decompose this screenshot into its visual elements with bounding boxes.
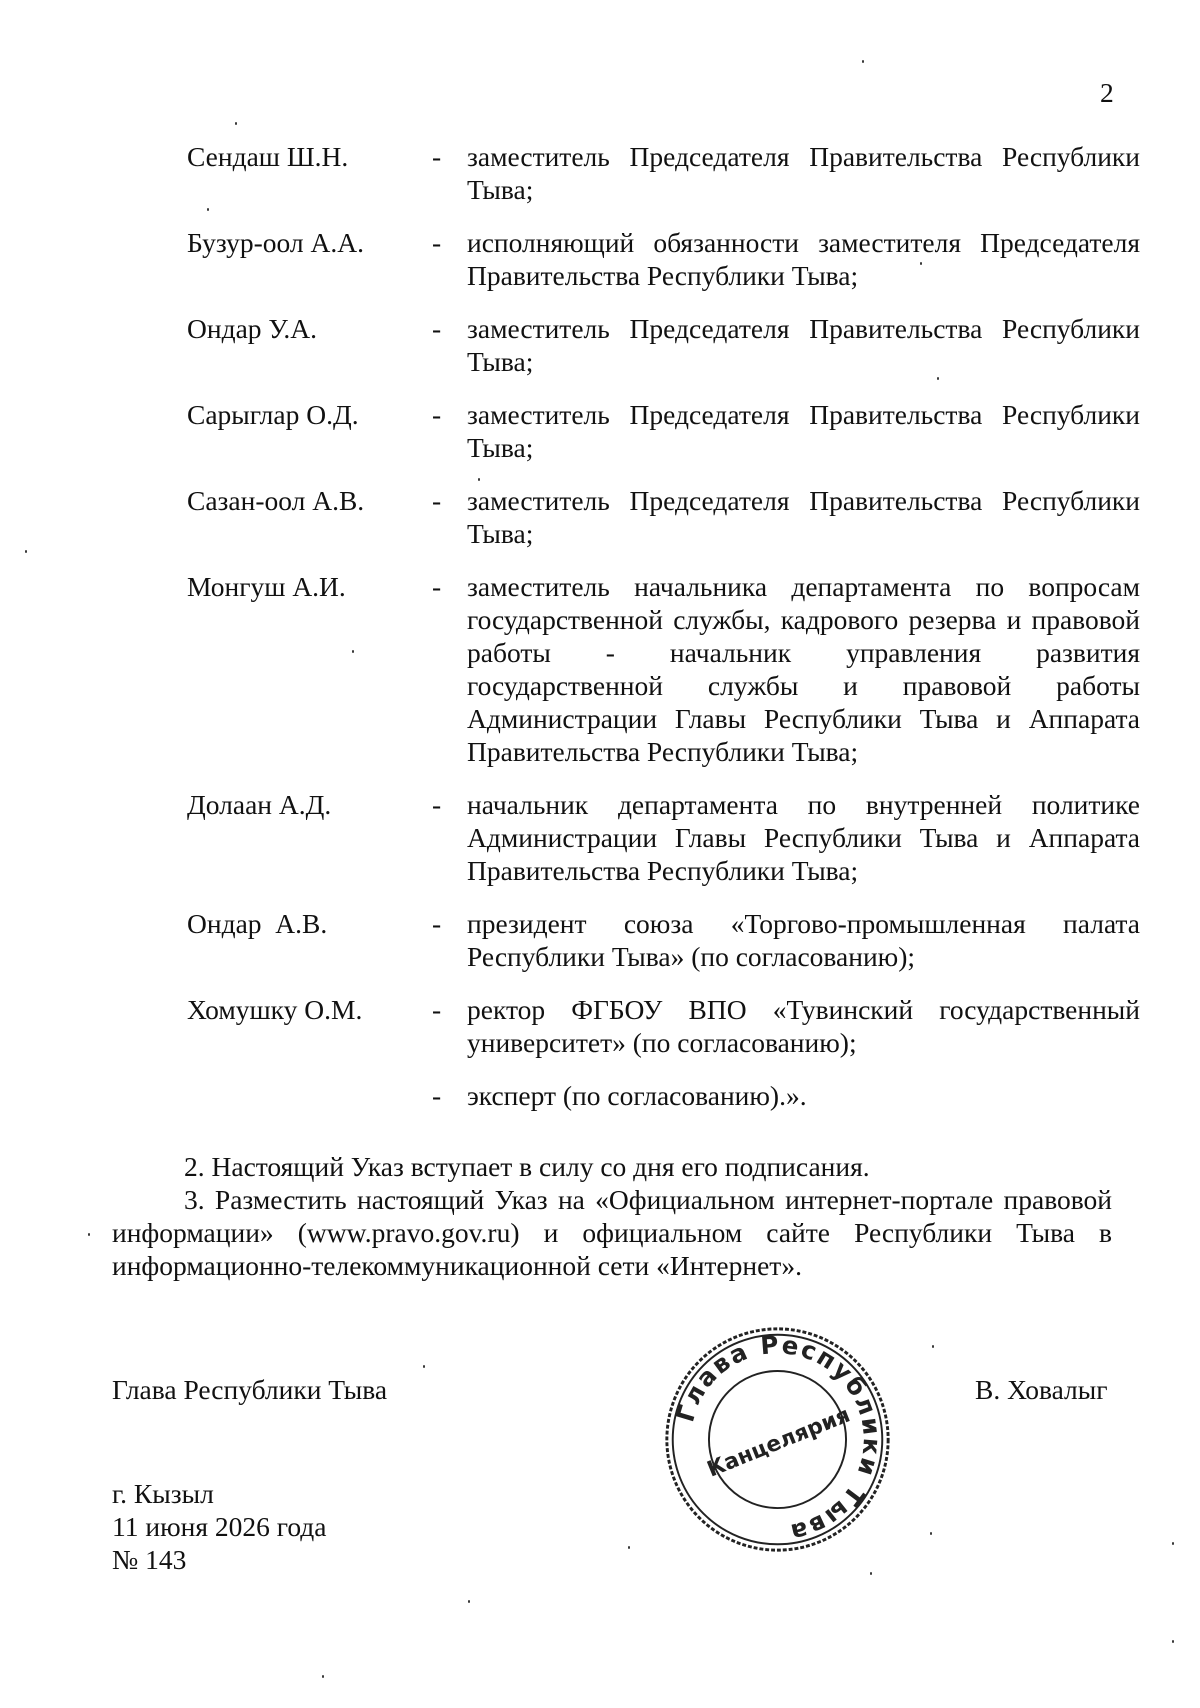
signatory-name: В. Ховалыг bbox=[975, 1374, 1108, 1405]
scan-speck bbox=[862, 60, 864, 63]
scan-speck bbox=[870, 1572, 872, 1575]
issue-details bbox=[112, 1477, 326, 1576]
member-position: исполняющий обязанности заместителя Председателя Правительства Республики Тыва; bbox=[467, 227, 1140, 291]
scan-speck bbox=[468, 1600, 470, 1603]
list-dash: - bbox=[432, 1080, 442, 1111]
scan-speck bbox=[1172, 1640, 1174, 1643]
clause-list bbox=[112, 1150, 1112, 1282]
issue-number: № 143 bbox=[112, 1544, 187, 1575]
list-dash: - bbox=[432, 313, 442, 344]
member-name: Сендаш Ш.Н. bbox=[187, 141, 349, 172]
list-item bbox=[187, 907, 1140, 973]
member-name: Долаан А.Д. bbox=[187, 789, 332, 820]
member-position: заместитель Председателя Правительства Республики Тыва; bbox=[467, 313, 1140, 377]
list-dash: - bbox=[432, 789, 442, 820]
member-name: Ондар У.А. bbox=[187, 313, 317, 344]
member-name: Ондар А.В. bbox=[187, 908, 328, 939]
member-position: заместитель Председателя Правительства Республики Тыва; bbox=[467, 485, 1140, 549]
list-item bbox=[187, 226, 1140, 292]
list-item bbox=[187, 398, 1140, 464]
scan-speck bbox=[1172, 1542, 1174, 1545]
scan-speck bbox=[322, 1675, 324, 1678]
scan-speck bbox=[932, 1345, 934, 1348]
member-position: президент союза «Торгово-промышленная палата Республики Тыва» (по согласованию); bbox=[467, 908, 1140, 972]
list-dash: - bbox=[432, 908, 442, 939]
signatory-title: Глава Республики Тыва bbox=[112, 1374, 388, 1405]
list-item bbox=[187, 484, 1140, 550]
scan-speck bbox=[352, 650, 354, 653]
list-dash: - bbox=[432, 227, 442, 258]
member-name: Сарыглар О.Д. bbox=[187, 399, 359, 430]
scan-speck bbox=[937, 377, 939, 380]
member-position: начальник департамента по внутренней политике Администрации Главы Республики Тыва и Аппарата Правительства Республики Тыва; bbox=[467, 789, 1140, 886]
scan-speck bbox=[88, 1233, 90, 1236]
member-name: Монгуш А.И. bbox=[187, 571, 346, 602]
issue-place: г. Кызыл bbox=[112, 1478, 214, 1509]
page-number: 2 bbox=[1100, 77, 1114, 108]
list-dash: - bbox=[432, 571, 442, 602]
member-list bbox=[187, 140, 1140, 1132]
list-item bbox=[187, 140, 1140, 206]
scan-speck bbox=[207, 208, 209, 211]
issue-date: 11 июня 2026 года bbox=[112, 1511, 327, 1542]
member-position: заместитель начальника департамента по вопросам государственной службы, кадрового резерва и правовой работы - начальник управления развития государственной службы и правовой работы Администрации Главы Республики Тыва и Аппарата Правительства Республики Тыва; bbox=[467, 571, 1140, 767]
member-position: заместитель Председателя Правительства Республики Тыва; bbox=[467, 141, 1140, 205]
seal-inner-text: Канцелярия bbox=[703, 1402, 854, 1483]
clause-effective-date: 2. Настоящий Указ вступает в силу со дня его подписания. bbox=[184, 1151, 870, 1182]
member-name: Сазан-оол А.В. bbox=[187, 485, 365, 516]
member-name: Хомушку О.М. bbox=[187, 994, 363, 1025]
list-item bbox=[187, 993, 1140, 1059]
seal-outer-text: Глава Республики Тыва bbox=[670, 1329, 888, 1548]
list-item bbox=[187, 1079, 1140, 1112]
list-item bbox=[187, 312, 1140, 378]
list-dash: - bbox=[432, 141, 442, 172]
seal-stamp-icon bbox=[660, 1322, 895, 1557]
member-name bbox=[187, 1079, 432, 1112]
list-item bbox=[187, 570, 1140, 768]
scan-speck bbox=[478, 478, 480, 481]
member-position: ректор ФГБОУ ВПО «Тувинский государственный университет» (по согласованию); bbox=[467, 994, 1140, 1058]
scan-speck bbox=[930, 1532, 932, 1535]
list-dash: - bbox=[432, 485, 442, 516]
clause-publication: 3. Разместить настоящий Указ на «Официальном интернет-портале правовой информации» (www.pravo.gov.ru) и официальном сайте Республики Тыва в информационно-телекоммуникационной сети «Интернет». bbox=[112, 1184, 1112, 1281]
member-name: Бузур-оол А.А. bbox=[187, 227, 365, 258]
scan-speck bbox=[920, 262, 922, 265]
scan-speck bbox=[235, 122, 237, 125]
member-position: эксперт (по согласованию).». bbox=[467, 1080, 807, 1111]
member-position: заместитель Председателя Правительства Республики Тыва; bbox=[467, 399, 1140, 463]
scan-speck bbox=[628, 1546, 630, 1549]
list-dash: - bbox=[432, 399, 442, 430]
list-dash: - bbox=[432, 994, 442, 1025]
list-item bbox=[187, 788, 1140, 887]
scan-speck bbox=[25, 550, 27, 553]
scan-speck bbox=[423, 1365, 425, 1368]
